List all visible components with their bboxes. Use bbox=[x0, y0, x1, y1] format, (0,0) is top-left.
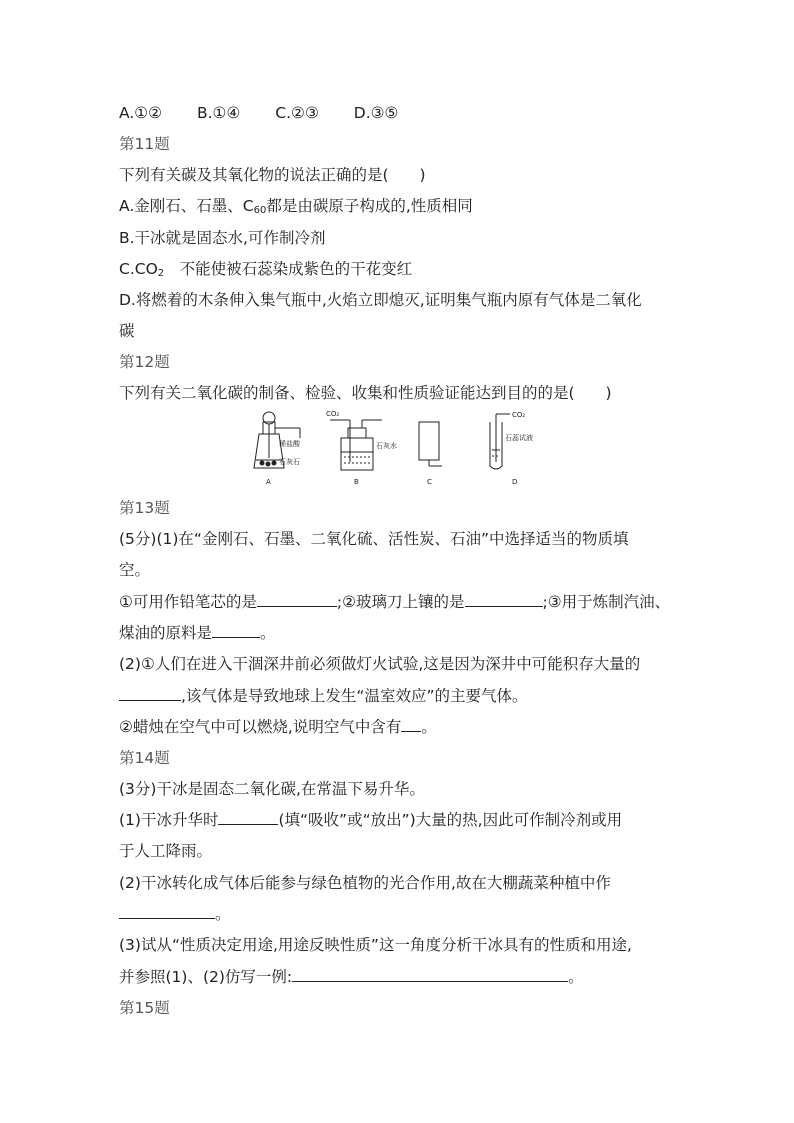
label-a: A bbox=[266, 478, 271, 486]
q14-line4: (2)干冰转化成气体后能参与绿色植物的光合作用,故在大棚蔬菜种植中作 bbox=[119, 874, 611, 892]
q14-line3: 于人工降雨。 bbox=[119, 842, 213, 860]
q13-line5: (2)①人们在进入干涸深井前必须做灯火试验,这是因为深井中可能积存大量的 bbox=[119, 655, 641, 673]
answer-blank bbox=[465, 592, 543, 607]
q11-stem: 下列有关碳及其氧化物的说法正确的是( ) bbox=[119, 166, 426, 184]
option-a: A.①② bbox=[119, 104, 163, 122]
q14-line7: 并参照(1)、(2)仿写一例: 。 bbox=[119, 968, 584, 986]
option-d: D.③⑤ bbox=[353, 104, 399, 122]
label-c: C bbox=[427, 478, 432, 486]
option-c: C.②③ bbox=[275, 104, 319, 122]
b-gas-label: CO₂ bbox=[326, 410, 340, 418]
previous-question-options bbox=[119, 103, 398, 123]
apparatus-b bbox=[330, 420, 382, 470]
answer-blank bbox=[292, 967, 568, 982]
apparatus-figure bbox=[242, 410, 552, 490]
q13-title: 第13题 bbox=[119, 499, 170, 517]
answer-blank bbox=[257, 592, 337, 607]
q14-line1: (3分)干冰是固态二氧化碳,在常温下易升华。 bbox=[119, 780, 425, 798]
q13-line2: 空。 bbox=[119, 561, 151, 579]
q15-title: 第15题 bbox=[119, 999, 170, 1017]
q11-title: 第11题 bbox=[119, 135, 170, 153]
q11-option-d-line1: D.将燃着的木条伸入集气瓶中,火焰立即熄灭,证明集气瓶内原有气体是二氧化 bbox=[119, 291, 642, 309]
a-acid-label: 稀盐酸 bbox=[279, 440, 300, 448]
q14-line5: 。 bbox=[119, 904, 231, 924]
q11-option-c: $C.CO_2$ 不能使被石蕊染成紫色的干花变红 bbox=[119, 260, 413, 279]
q11-option-a: A.金刚石、石墨、$C_{60}$都是由碳原子构成的,性质相同 bbox=[119, 197, 473, 216]
answer-blank bbox=[119, 904, 215, 919]
q12-stem: 下列有关二氧化碳的制备、检验、收集和性质验证能达到目的的是( ) bbox=[119, 384, 612, 402]
answer-blank bbox=[212, 623, 260, 638]
label-b: B bbox=[354, 478, 359, 486]
q14-title: 第14题 bbox=[119, 749, 170, 767]
q14-line2: (1)干冰升华时 (填“吸收”或“放出”)大量的热,因此可作制冷剂或用 bbox=[119, 811, 623, 829]
q13-line1: (5分)(1)在“金刚石、石墨、二氧化硫、活性炭、石油”中选择适当的物质填 bbox=[119, 530, 629, 548]
q13-line6: ,该气体是导致地球上发生“温室效应”的主要气体。 bbox=[119, 686, 528, 706]
answer-blank bbox=[218, 810, 278, 825]
q11-option-b: B.干冰就是固态水,可作制冷剂 bbox=[119, 229, 326, 247]
q12-title: 第12题 bbox=[119, 353, 170, 371]
apparatus-c bbox=[419, 422, 442, 466]
a-stone-label: 石灰石 bbox=[279, 458, 300, 466]
d-liquid-label: 石蕊试液 bbox=[505, 434, 533, 442]
option-b: B.①④ bbox=[197, 104, 241, 122]
answer-blank bbox=[119, 686, 181, 701]
q13-line4: 煤油的原料是 。 bbox=[119, 624, 276, 642]
q13-line7: ②蜡烛在空气中可以燃烧,说明空气中含有 。 bbox=[119, 718, 437, 736]
label-d: D bbox=[512, 478, 518, 486]
q11-option-d-line2: 碳 bbox=[119, 322, 135, 340]
q14-line6: (3)试从“性质决定用途,用途反映性质”这一角度分析干冰具有的性质和用途, bbox=[119, 936, 632, 954]
q13-line3: ①可用作铅笔芯的是 ;②玻璃刀上镶的是 ;③用于炼制汽油、 bbox=[119, 593, 671, 611]
b-water-label: 石灰水 bbox=[376, 442, 397, 450]
answer-blank bbox=[401, 717, 421, 732]
d-gas-label: CO₂ bbox=[512, 411, 526, 419]
